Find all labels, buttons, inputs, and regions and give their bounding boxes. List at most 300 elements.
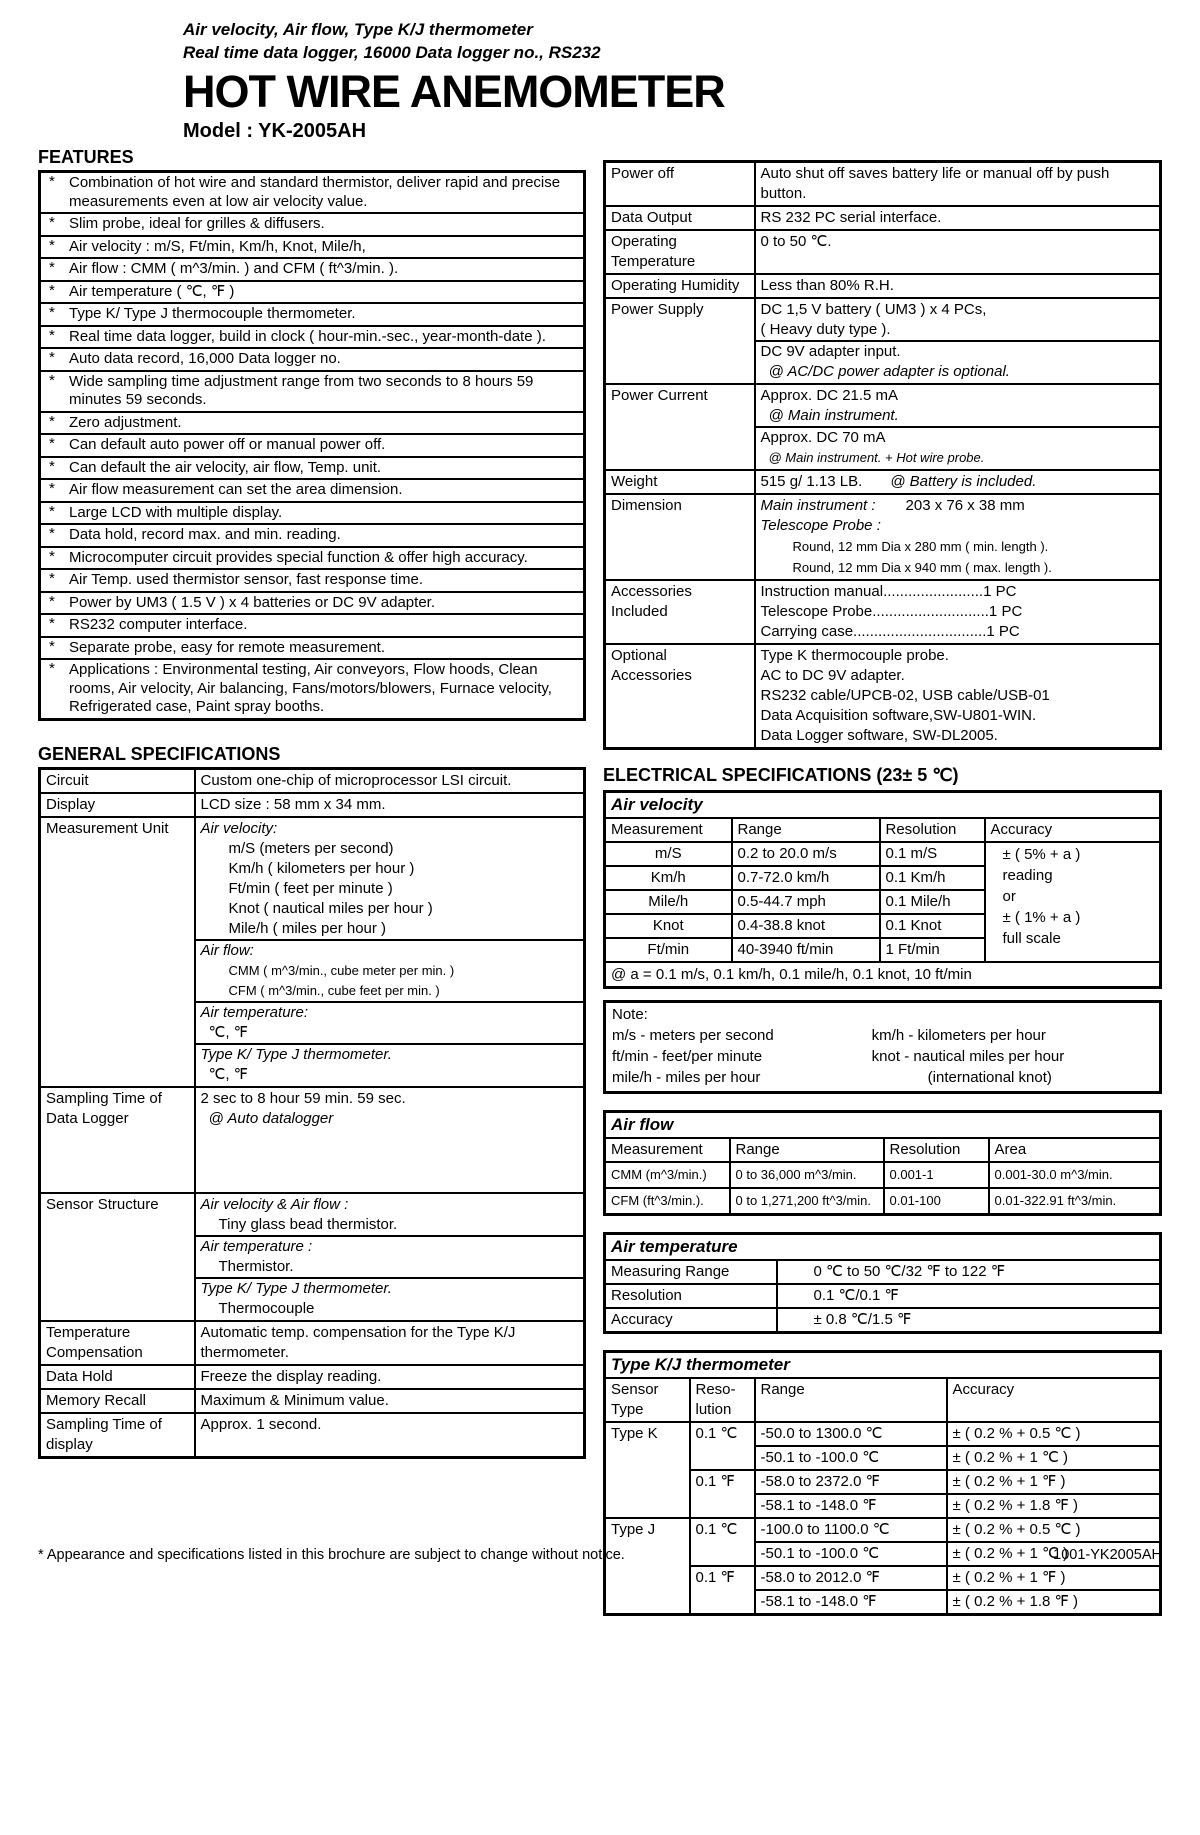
table-row <box>605 1284 1161 1308</box>
psu-adapter-block <box>756 340 1160 382</box>
cell: ± 0.8 ℃/1.5 ℉ <box>777 1308 1161 1333</box>
spec-label: Operating Temperature <box>605 230 755 274</box>
cell: ± ( 0.2 % + 0.5 ℃ ) <box>947 1518 1161 1542</box>
spec-note: @ Main instrument. <box>768 407 899 424</box>
cell: ± ( 0.2 % + 1 ℃ ) <box>947 1542 1161 1566</box>
feature-bullet: * <box>49 570 55 587</box>
feature-row <box>41 613 583 636</box>
table-title: Air velocity <box>605 792 1161 819</box>
cell: 0.5-44.7 mph <box>732 890 880 914</box>
unit-kj-block <box>196 1043 584 1085</box>
spec-line: m/S (meters per second) <box>228 839 394 857</box>
note-column <box>872 1025 1153 1088</box>
feature-row <box>41 280 583 303</box>
column-header <box>605 1378 690 1422</box>
feature-bullet: * <box>49 480 55 497</box>
resolution-cell: 0.1 ℉ <box>690 1566 755 1615</box>
spec-label: Measuring Range <box>605 1260 777 1284</box>
feature-bullet: * <box>49 525 55 542</box>
feature-row <box>41 456 583 479</box>
spec-line: Data Acquisition software,SW-U801-WIN. <box>760 707 1037 724</box>
feature-bullet: * <box>49 637 55 655</box>
spec-value <box>755 580 1161 644</box>
feature-text: Wide sampling time adjustment range from two seconds to 8 hours 59 minutes 59 seconds. <box>69 372 534 408</box>
cell: 0.4-38.8 knot <box>732 914 880 938</box>
feature-row <box>41 411 583 434</box>
cell: 0.7-72.0 km/h <box>732 866 880 890</box>
air-temperature-table <box>603 1232 1162 1334</box>
spec-line: CFM ( m^3/min., cube feet per min. ) <box>228 982 440 998</box>
spec-line <box>761 496 1155 516</box>
spec-line: Ft/min ( feet per minute ) <box>228 879 393 897</box>
spec-line: Approx. DC 21.5 mA <box>760 387 899 404</box>
header-line: lution <box>695 1401 732 1418</box>
column-header: Measurement <box>605 1138 730 1162</box>
dimension-main-value: 203 x 76 x 38 mm <box>905 497 1025 514</box>
cell: 0.2 to 20.0 m/s <box>732 842 880 866</box>
spec-line: Telescope Probe : <box>760 517 881 534</box>
table-row <box>605 1188 1161 1215</box>
cell: 0.001-1 <box>884 1162 989 1188</box>
feature-text: Air Temp. used thermistor sensor, fast response time. <box>69 571 424 588</box>
feature-text: Can default the air velocity, air flow, Temp. unit. <box>69 458 382 476</box>
air-flow-table <box>603 1110 1162 1216</box>
spec-note: @ Battery is included. <box>890 473 1037 490</box>
feature-row <box>41 636 583 659</box>
left-column <box>38 146 586 1459</box>
spec-line: AC to DC 9V adapter. <box>760 667 905 684</box>
feature-row <box>41 302 583 325</box>
cell: Km/h <box>605 866 732 890</box>
note-line: (international knot) <box>927 1069 1052 1086</box>
spec-line: RS232 cable/UPCB-02, USB cable/USB-01 <box>760 687 1050 704</box>
table-title: Air temperature <box>605 1234 1161 1261</box>
cell: m/S <box>605 842 732 866</box>
table-title: Air flow <box>605 1112 1161 1139</box>
page-title: HOT WIRE ANEMOMETER <box>183 66 725 117</box>
spec-note: @ Main instrument. + Hot wire probe. <box>768 450 985 465</box>
cell: 0 ℃ to 50 ℃/32 ℉ to 122 ℉ <box>777 1260 1161 1284</box>
spec-line: Knot ( nautical miles per hour ) <box>228 899 433 917</box>
cell: ± ( 0.2 % + 1 ℃ ) <box>947 1446 1161 1470</box>
spec-subheading: Air velocity: <box>200 819 278 837</box>
column-header: Resolution <box>884 1138 989 1162</box>
table-header-row <box>605 1138 1161 1162</box>
footer <box>38 1547 1162 1563</box>
cell: -100.0 to 1100.0 ℃ <box>755 1518 947 1542</box>
accuracy-line: full scale <box>1002 930 1061 947</box>
feature-text: Real time data logger, build in clock ( hour-min.-sec., year-month-date ). <box>69 327 546 345</box>
feature-bullet: * <box>49 304 55 321</box>
accuracy-line: reading <box>1002 867 1053 884</box>
spec-label: Display <box>40 793 195 817</box>
column-header: Measurement <box>605 818 732 842</box>
accuracy-cell <box>985 842 1161 962</box>
spec-row <box>605 470 1161 494</box>
spec-value: Less than 80% R.H. <box>755 274 1161 298</box>
resolution-cell: 0.1 ℉ <box>690 1470 755 1518</box>
spec-row <box>605 162 1161 207</box>
feature-row <box>41 591 583 614</box>
column-header: Range <box>732 818 880 842</box>
feature-bullet: * <box>49 349 55 366</box>
sensor-type-cell: Type K <box>605 1422 690 1518</box>
spec-label: Operating Humidity <box>605 274 755 298</box>
cell: 0.01-322.91 ft^3/min. <box>989 1188 1161 1215</box>
feature-text: Can default auto power off or manual power off. <box>69 436 386 453</box>
cell: 0 to 1,271,200 ft^3/min. <box>730 1188 884 1215</box>
column-header <box>690 1378 755 1422</box>
spec-line: 515 g/ 1.13 LB. <box>760 473 863 490</box>
feature-bullet: * <box>49 326 55 344</box>
feature-text: Data hold, record max. and min. reading. <box>69 526 341 543</box>
table-row <box>605 1260 1161 1284</box>
spec-label: Data Hold <box>40 1365 195 1389</box>
sensor-block <box>196 1277 584 1319</box>
spec-line: @ Auto datalogger <box>208 1109 334 1127</box>
cell: 0.001-30.0 m^3/min. <box>989 1162 1161 1188</box>
header-line: Sensor <box>611 1381 659 1398</box>
spec-label: Data Output <box>605 206 755 230</box>
feature-row <box>41 173 583 212</box>
general-specs-heading: GENERAL SPECIFICATIONS <box>38 743 281 764</box>
spec-row <box>40 1413 585 1458</box>
cell: Ft/min <box>605 938 732 962</box>
feature-row <box>41 325 583 348</box>
feature-bullet: * <box>49 173 55 190</box>
spec-line: DC 1,5 V battery ( UM3 ) x 4 PCs, <box>760 301 987 318</box>
column-header: Range <box>730 1138 884 1162</box>
feature-row <box>41 658 583 718</box>
spec-note: @ AC/DC power adapter is optional. <box>768 363 1010 380</box>
note-line: mile/h - miles per hour <box>612 1069 761 1086</box>
spec-line: 2 sec to 8 hour 59 min. 59 sec. <box>200 1089 406 1107</box>
cell: 0.1 Mile/h <box>880 890 985 914</box>
table-row <box>605 962 1161 988</box>
spec-line: Telescope Probe............................1 PC <box>760 603 1023 620</box>
spec-label: Circuit <box>40 768 195 793</box>
spec-label: Sampling Time of display <box>40 1413 195 1458</box>
features-table <box>38 170 586 721</box>
spec-subheading: Air velocity & Air flow : <box>200 1195 349 1213</box>
cell: -50.1 to -100.0 ℃ <box>755 1542 947 1566</box>
spec-row <box>40 1321 585 1365</box>
spec-line: ℃, ℉ <box>208 1023 248 1041</box>
feature-row <box>41 523 583 546</box>
spec-row <box>605 298 1161 384</box>
spec-line: Instruction manual........................1 PC <box>760 583 1017 600</box>
column-header: Area <box>989 1138 1161 1162</box>
spec-row <box>40 793 585 817</box>
general-specs-table <box>38 767 586 1459</box>
cell: -58.0 to 2372.0 ℉ <box>755 1470 947 1494</box>
spec-label: Accessories Included <box>605 580 755 644</box>
features-heading: FEATURES <box>38 147 134 167</box>
feature-row <box>41 478 583 501</box>
cell: 0.01-100 <box>884 1188 989 1215</box>
psu-battery-block <box>761 300 1155 340</box>
spec-label: Dimension <box>605 494 755 580</box>
spec-label: Power Supply <box>605 298 755 384</box>
spec-row <box>605 230 1161 274</box>
header-line: Type <box>611 1401 644 1418</box>
feature-text: Combination of hot wire and standard thermistor, deliver rapid and precise measurements even at low air velocity value. <box>69 174 561 210</box>
spec-line: Carrying case................................1 PC <box>760 623 1020 640</box>
spec-subheading: Air temperature : <box>200 1237 313 1255</box>
feature-row <box>41 568 583 591</box>
feature-row <box>41 433 583 456</box>
feature-text: Microcomputer circuit provides special function & offer high accuracy. <box>69 548 528 566</box>
table-row <box>605 1112 1161 1139</box>
spec-line: Thermistor. <box>218 1257 294 1275</box>
spec-line: Km/h ( kilometers per hour ) <box>228 859 415 877</box>
feature-text: RS232 computer interface. <box>69 616 248 633</box>
feature-row <box>41 347 583 370</box>
cell: ± ( 0.2 % + 0.5 ℃ ) <box>947 1422 1161 1446</box>
model-number: Model : YK-2005AH <box>183 120 367 142</box>
sensor-block <box>196 1235 584 1277</box>
cell: 0.1 Knot <box>880 914 985 938</box>
cell: ± ( 0.2 % + 1 ℉ ) <box>947 1470 1161 1494</box>
spec-row <box>605 644 1161 749</box>
spec-line: Mile/h ( miles per hour ) <box>228 919 387 937</box>
spec-row <box>40 768 585 793</box>
column-header: Accuracy <box>985 818 1161 842</box>
cell: -50.0 to 1300.0 ℃ <box>755 1422 947 1446</box>
table-row <box>605 842 1161 866</box>
dimension-main-label: Main instrument : <box>760 497 876 514</box>
feature-text: Type K/ Type J thermocouple thermometer. <box>69 305 356 322</box>
cell: 1 Ft/min <box>880 938 985 962</box>
cell: 0.1 Km/h <box>880 866 985 890</box>
spec-subheading: Type K/ Type J thermometer. <box>200 1045 392 1063</box>
spec-value <box>755 470 1161 494</box>
feature-bullet: * <box>49 371 55 389</box>
spec-label: Temperature Compensation <box>40 1321 195 1365</box>
spec-value: LCD size : 58 mm x 34 mm. <box>195 793 585 817</box>
spec-label: Sensor Structure <box>40 1193 195 1321</box>
disclaimer: * Appearance and specifications listed in this brochure are subject to change without notice. <box>38 1547 625 1563</box>
spec-value: Maximum & Minimum value. <box>195 1389 585 1413</box>
spec-value: Freeze the display reading. <box>195 1365 585 1389</box>
feature-text: Air flow measurement can set the area dimension. <box>69 481 403 498</box>
resolution-cell: 0.1 ℃ <box>690 1518 755 1566</box>
spec-row <box>40 817 585 1087</box>
feature-bullet: * <box>49 236 55 254</box>
note-line: ft/min - feet/per minute <box>612 1048 763 1065</box>
tagline-2: Real time data logger, 16000 Data logger no., RS232 <box>183 43 601 62</box>
cell: 40-3940 ft/min <box>732 938 880 962</box>
feature-bullet: * <box>49 660 55 677</box>
cell: 0.1 ℃/0.1 ℉ <box>777 1284 1161 1308</box>
spec-line: Round, 12 mm Dia x 940 mm ( max. length ). <box>792 560 1052 575</box>
feature-row <box>41 212 583 235</box>
cell: Mile/h <box>605 890 732 914</box>
current-main-block <box>761 386 1155 426</box>
spec-value <box>755 494 1161 580</box>
table-title: Type K/J thermometer <box>605 1352 1161 1379</box>
spec-value <box>195 1193 585 1321</box>
table-header-row <box>605 818 1161 842</box>
spec-row <box>605 494 1161 580</box>
feature-text: Zero adjustment. <box>69 413 182 431</box>
spec-value <box>755 384 1161 470</box>
table-row <box>605 1162 1161 1188</box>
unit-airflow-block <box>196 939 584 1001</box>
cell: ± ( 0.2 % + 1.8 ℉ ) <box>947 1590 1161 1615</box>
feature-text: Separate probe, easy for remote measurement. <box>69 638 385 656</box>
spec-subheading: Air temperature: <box>200 1003 309 1021</box>
table-row <box>605 1352 1161 1379</box>
feature-bullet: * <box>49 214 55 231</box>
column-header: Accuracy <box>947 1378 1161 1422</box>
cell: -58.1 to -148.0 ℉ <box>755 1494 947 1518</box>
doc-code: 1001-YK2005AH <box>1053 1547 1162 1563</box>
feature-text: Applications : Environmental testing, Air conveyors, Flow hoods, Clean rooms, Air velocity, Air balancing, Fans/motors/blowers, Furnace velocity, Refrigerated case, Paint spray booths. <box>69 661 552 715</box>
feature-text: Auto data record, 16,000 Data logger no. <box>69 350 341 367</box>
feature-bullet: * <box>49 457 55 475</box>
right-column <box>603 160 1162 1616</box>
note-title: Note: <box>612 1006 648 1023</box>
feature-bullet: * <box>49 592 55 610</box>
cell: 0 to 36,000 m^3/min. <box>730 1162 884 1188</box>
note-line: m/s - meters per second <box>612 1027 774 1044</box>
cell: Knot <box>605 914 732 938</box>
accuracy-line: ± ( 5% + a ) <box>1002 846 1081 863</box>
spec-row <box>605 580 1161 644</box>
feature-bullet: * <box>49 435 55 452</box>
spec-value: Custom one-chip of microprocessor LSI circuit. <box>195 768 585 793</box>
spec-line: Approx. DC 70 mA <box>760 429 886 446</box>
table-footnote: @ a = 0.1 m/s, 0.1 km/h, 0.1 mile/h, 0.1 knot, 10 ft/min <box>605 962 1161 988</box>
feature-bullet: * <box>49 502 55 520</box>
feature-text: Power by UM3 ( 1.5 V ) x 4 batteries or DC 9V adapter. <box>69 593 435 611</box>
feature-row <box>41 501 583 524</box>
header-line: Reso- <box>695 1381 736 1398</box>
note-line: knot - nautical miles per hour <box>871 1048 1065 1065</box>
spec-value: 0 to 50 ℃. <box>755 230 1161 274</box>
spec-subheading: Air flow: <box>200 941 254 959</box>
feature-text: Large LCD with multiple display. <box>69 503 283 521</box>
feature-text: Air flow : CMM ( m^3/min. ) and CFM ( ft^3/min. ). <box>69 260 399 277</box>
electrical-specs-heading: ELECTRICAL SPECIFICATIONS (23± 5 ℃) <box>603 765 959 785</box>
feature-bullet: * <box>49 547 55 565</box>
spec-line: Type K thermocouple probe. <box>760 647 949 664</box>
feature-text: Air temperature ( ℃, ℉ ) <box>69 282 235 300</box>
feature-bullet: * <box>49 281 55 299</box>
spec-line: CMM ( m^3/min., cube meter per min. ) <box>228 962 455 978</box>
table-row <box>605 1422 1161 1446</box>
spec-line: ℃, ℉ <box>208 1065 248 1083</box>
spec-line: DC 9V adapter input. <box>760 343 901 360</box>
tagline-1: Air velocity, Air flow, Type K/J thermometer <box>183 20 533 39</box>
table-row <box>605 1234 1161 1261</box>
feature-row <box>41 546 583 569</box>
spec-line: ( Heavy duty type ). <box>760 321 891 338</box>
spec-value <box>195 1087 585 1193</box>
cell: 0.1 m/S <box>880 842 985 866</box>
spec-value: RS 232 PC serial interface. <box>755 206 1161 230</box>
cell: CFM (ft^3/min.). <box>605 1188 730 1215</box>
spec-value <box>755 644 1161 749</box>
spec-label: Optional Accessories <box>605 644 755 749</box>
feature-text: Air velocity : m/S, Ft/min, Km/h, Knot, Mile/h, <box>69 237 366 255</box>
spec-value: Automatic temp. compensation for the Type K/J thermometer. <box>195 1321 585 1365</box>
accuracy-line: ± ( 1% + a ) <box>1002 909 1081 926</box>
kj-thermometer-table <box>603 1350 1162 1616</box>
sensor-block <box>201 1195 579 1235</box>
spec-row <box>605 384 1161 470</box>
device-specs-table <box>603 160 1162 750</box>
spec-row <box>40 1389 585 1413</box>
spec-line: Data Logger software, SW-DL2005. <box>760 727 998 744</box>
feature-text: Slim probe, ideal for grilles & diffusers. <box>69 215 325 232</box>
cell: -50.1 to -100.0 ℃ <box>755 1446 947 1470</box>
spec-row <box>605 274 1161 298</box>
note-column <box>612 1025 872 1088</box>
feature-bullet: * <box>49 615 55 632</box>
feature-bullet: * <box>49 412 55 430</box>
column-header: Range <box>755 1378 947 1422</box>
spec-value <box>755 298 1161 384</box>
spec-label: Memory Recall <box>40 1389 195 1413</box>
cell: -58.1 to -148.0 ℉ <box>755 1590 947 1615</box>
spec-value: Auto shut off saves battery life or manual off by push button. <box>755 162 1161 207</box>
current-probe-block <box>756 426 1160 468</box>
spec-line: Round, 12 mm Dia x 280 mm ( min. length ). <box>792 539 1049 554</box>
spec-label: Weight <box>605 470 755 494</box>
accuracy-line: or <box>1002 888 1016 905</box>
feature-row <box>41 235 583 258</box>
spec-row <box>40 1365 585 1389</box>
cell: ± ( 0.2 % + 1.8 ℉ ) <box>947 1494 1161 1518</box>
table-header-row <box>605 1378 1161 1422</box>
feature-row <box>41 257 583 280</box>
column-header: Resolution <box>880 818 985 842</box>
table-row <box>605 792 1161 819</box>
cell: CMM (m^3/min.) <box>605 1162 730 1188</box>
air-velocity-table <box>603 790 1162 989</box>
spec-line: Thermocouple <box>218 1299 315 1317</box>
note-box <box>603 1000 1162 1094</box>
spec-row <box>40 1087 585 1193</box>
header <box>183 18 725 143</box>
spec-label: Measurement Unit <box>40 817 195 1087</box>
spec-label: Accuracy <box>605 1308 777 1333</box>
spec-label: Power Current <box>605 384 755 470</box>
spec-value <box>195 817 585 1087</box>
spec-row <box>40 1193 585 1321</box>
spec-label: Sampling Time of Data Logger <box>40 1087 195 1193</box>
note-line: km/h - kilometers per hour <box>871 1027 1046 1044</box>
table-row <box>605 1308 1161 1333</box>
spec-label: Resolution <box>605 1284 777 1308</box>
resolution-cell: 0.1 ℃ <box>690 1422 755 1470</box>
unit-velocity-block <box>201 819 579 939</box>
spec-label: Power off <box>605 162 755 207</box>
cell: ± ( 0.2 % + 1 ℉ ) <box>947 1566 1161 1590</box>
cell: -58.0 to 2012.0 ℉ <box>755 1566 947 1590</box>
feature-bullet: * <box>49 259 55 276</box>
note-grid <box>612 1025 1153 1088</box>
table-row <box>605 1518 1161 1542</box>
spec-row <box>605 206 1161 230</box>
feature-row <box>41 370 583 411</box>
spec-value: Approx. 1 second. <box>195 1413 585 1458</box>
unit-airtemp-block <box>196 1001 584 1043</box>
spec-line: Tiny glass bead thermistor. <box>218 1215 398 1233</box>
sensor-type-cell: Type J <box>605 1518 690 1615</box>
